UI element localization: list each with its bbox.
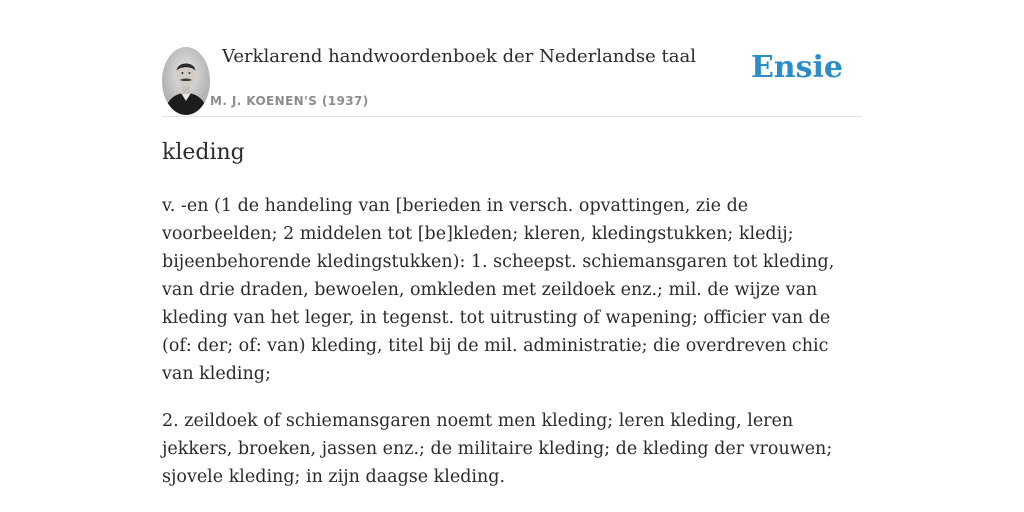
book-title[interactable]: Verklarend handwoordenboek der Nederlandse taal: [222, 46, 696, 67]
book-subtitle: M. J. KOENEN'S (1937): [210, 94, 369, 108]
entry-definition: [162, 192, 862, 510]
author-portrait-icon: [162, 47, 210, 115]
definition-paragraph: 2. zeildoek of schiemansgaren noemt men kleding; leren kleding, leren jekkers, broeken, jassen enz.; de militaire kleding; de kleding der vrouwen; sjovele kleding; in zijn daagse kleding.: [162, 411, 833, 487]
definition-paragraph: v. -en (1 de handeling van [berieden in versch. opvattingen, zie de voorbeelden; 2 middelen tot [be]kleden; kleren, kledingstukken; kledij; bijeenbehorende kledingstukken): 1. scheepst. schiemansgaren tot kleding, van drie draden, bewoelen, omkleden met zeildoek enz.; mil. de wijze van kleding van het leger, in tegenst. tot uitrusting of wapening; officier van de (of: der; of: van) kleding, titel bij de mil. administratie; die overdreven chic van kleding;: [162, 196, 835, 384]
entry-headword: kleding: [162, 140, 245, 165]
book-header: [162, 44, 862, 117]
brand-logo-link[interactable]: Ensie: [750, 50, 843, 85]
